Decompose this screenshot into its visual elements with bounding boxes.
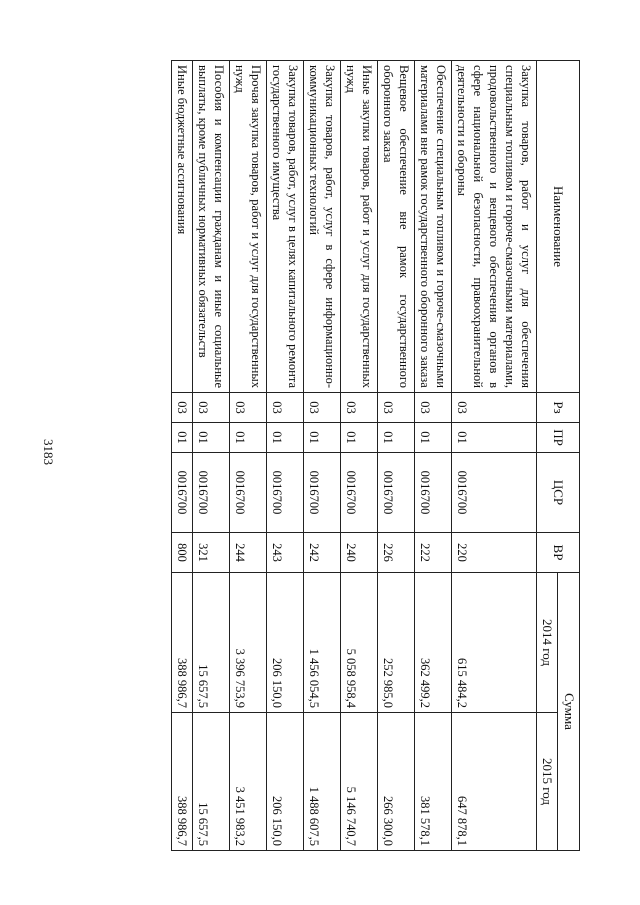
cell-vr: 242 [303,533,340,573]
cell-rz: 03 [451,393,536,423]
header-rz: Рз [536,393,579,423]
cell-2015: 647 878,1 [451,713,536,851]
cell-csr: 0016700 [303,453,340,533]
cell-2014: 3 396 753,9 [229,573,266,713]
cell-2014: 15 657,5 [192,573,229,713]
table-row [377,61,414,851]
cell-name: Иные закупки товаров, работ и услуг для государственных нужд [340,61,377,393]
cell-2015: 206 150,0 [266,713,303,851]
cell-2014: 388 986,7 [171,573,192,713]
cell-pr: 01 [377,423,414,453]
cell-csr: 0016700 [377,453,414,533]
table-row [171,61,192,851]
header-vr: ВР [536,533,579,573]
cell-csr: 0016700 [266,453,303,533]
header-pr: ПР [536,423,579,453]
cell-vr: 321 [192,533,229,573]
header-year-2015: 2015 год [536,713,558,851]
table-row [266,61,303,851]
cell-csr: 0016700 [229,453,266,533]
header-sum: Сумма [558,573,580,851]
cell-pr: 01 [229,423,266,453]
cell-2015: 1 488 607,5 [303,713,340,851]
cell-2015: 5 146 740,7 [340,713,377,851]
cell-vr: 243 [266,533,303,573]
cell-2015: 15 657,5 [192,713,229,851]
cell-name: Иные бюджетные ассигнования [171,61,192,393]
table-row [340,61,377,851]
table-row [192,61,229,851]
header-csr: ЦСР [536,453,579,533]
cell-name: Обеспечение специальным топливом и горюче-смазочными материалами вне рамок государственного оборонного заказа [414,61,451,393]
cell-rz: 03 [192,393,229,423]
cell-name: Закупка товаров, работ и услуг для обеспечения специальным топливом и горюче-смазочными материалами, продовольственного и вещевого обеспечения органов в сфере национальной безопасности, правоохранительной деятельности и обороны [451,61,536,393]
cell-name: Закупка товаров, работ, услуг в целях капитального ремонта государственного имущества [266,61,303,393]
cell-2014: 1 456 054,5 [303,573,340,713]
cell-vr: 226 [377,533,414,573]
cell-2015: 266 300,0 [377,713,414,851]
cell-rz: 03 [377,393,414,423]
budget-table [171,60,580,851]
cell-pr: 01 [414,423,451,453]
cell-vr: 222 [414,533,451,573]
cell-name: Вещевое обеспечение вне рамок государственного оборонного заказа [377,61,414,393]
cell-2015: 381 578,1 [414,713,451,851]
cell-name: Закупка товаров, работ, услуг в сфере информационно-коммуникационных технологий [303,61,340,393]
table-header [536,61,579,851]
cell-vr: 240 [340,533,377,573]
cell-vr: 220 [451,533,536,573]
table-body [171,61,536,851]
cell-rz: 03 [266,393,303,423]
cell-pr: 01 [266,423,303,453]
cell-vr: 244 [229,533,266,573]
cell-pr: 01 [451,423,536,453]
cell-2014: 206 150,0 [266,573,303,713]
header-name: Наименование [536,61,579,393]
cell-rz: 03 [229,393,266,423]
page-number: 3183 [41,439,56,465]
cell-2015: 3 451 983,2 [229,713,266,851]
cell-2014: 252 985,0 [377,573,414,713]
cell-csr: 0016700 [414,453,451,533]
cell-vr: 800 [171,533,192,573]
cell-pr: 01 [171,423,192,453]
cell-2014: 362 499,2 [414,573,451,713]
cell-rz: 03 [340,393,377,423]
table-row [303,61,340,851]
cell-rz: 03 [414,393,451,423]
cell-pr: 01 [303,423,340,453]
cell-csr: 0016700 [171,453,192,533]
cell-csr: 0016700 [451,453,536,533]
header-year-2014: 2014 год [536,573,558,713]
cell-rz: 03 [303,393,340,423]
cell-rz: 03 [171,393,192,423]
rotated-page [60,60,580,850]
cell-name: Пособия и компенсации гражданам и иные социальные выплаты, кроме публичных нормативных обязательств [192,61,229,393]
cell-pr: 01 [340,423,377,453]
cell-2014: 5 058 958,4 [340,573,377,713]
cell-pr: 01 [192,423,229,453]
table-row [414,61,451,851]
cell-2015: 388 986,7 [171,713,192,851]
table-row [451,61,536,851]
cell-2014: 615 484,2 [451,573,536,713]
table-row [229,61,266,851]
cell-name: Прочая закупка товаров, работ и услуг для государственных нужд [229,61,266,393]
cell-csr: 0016700 [340,453,377,533]
cell-csr: 0016700 [192,453,229,533]
